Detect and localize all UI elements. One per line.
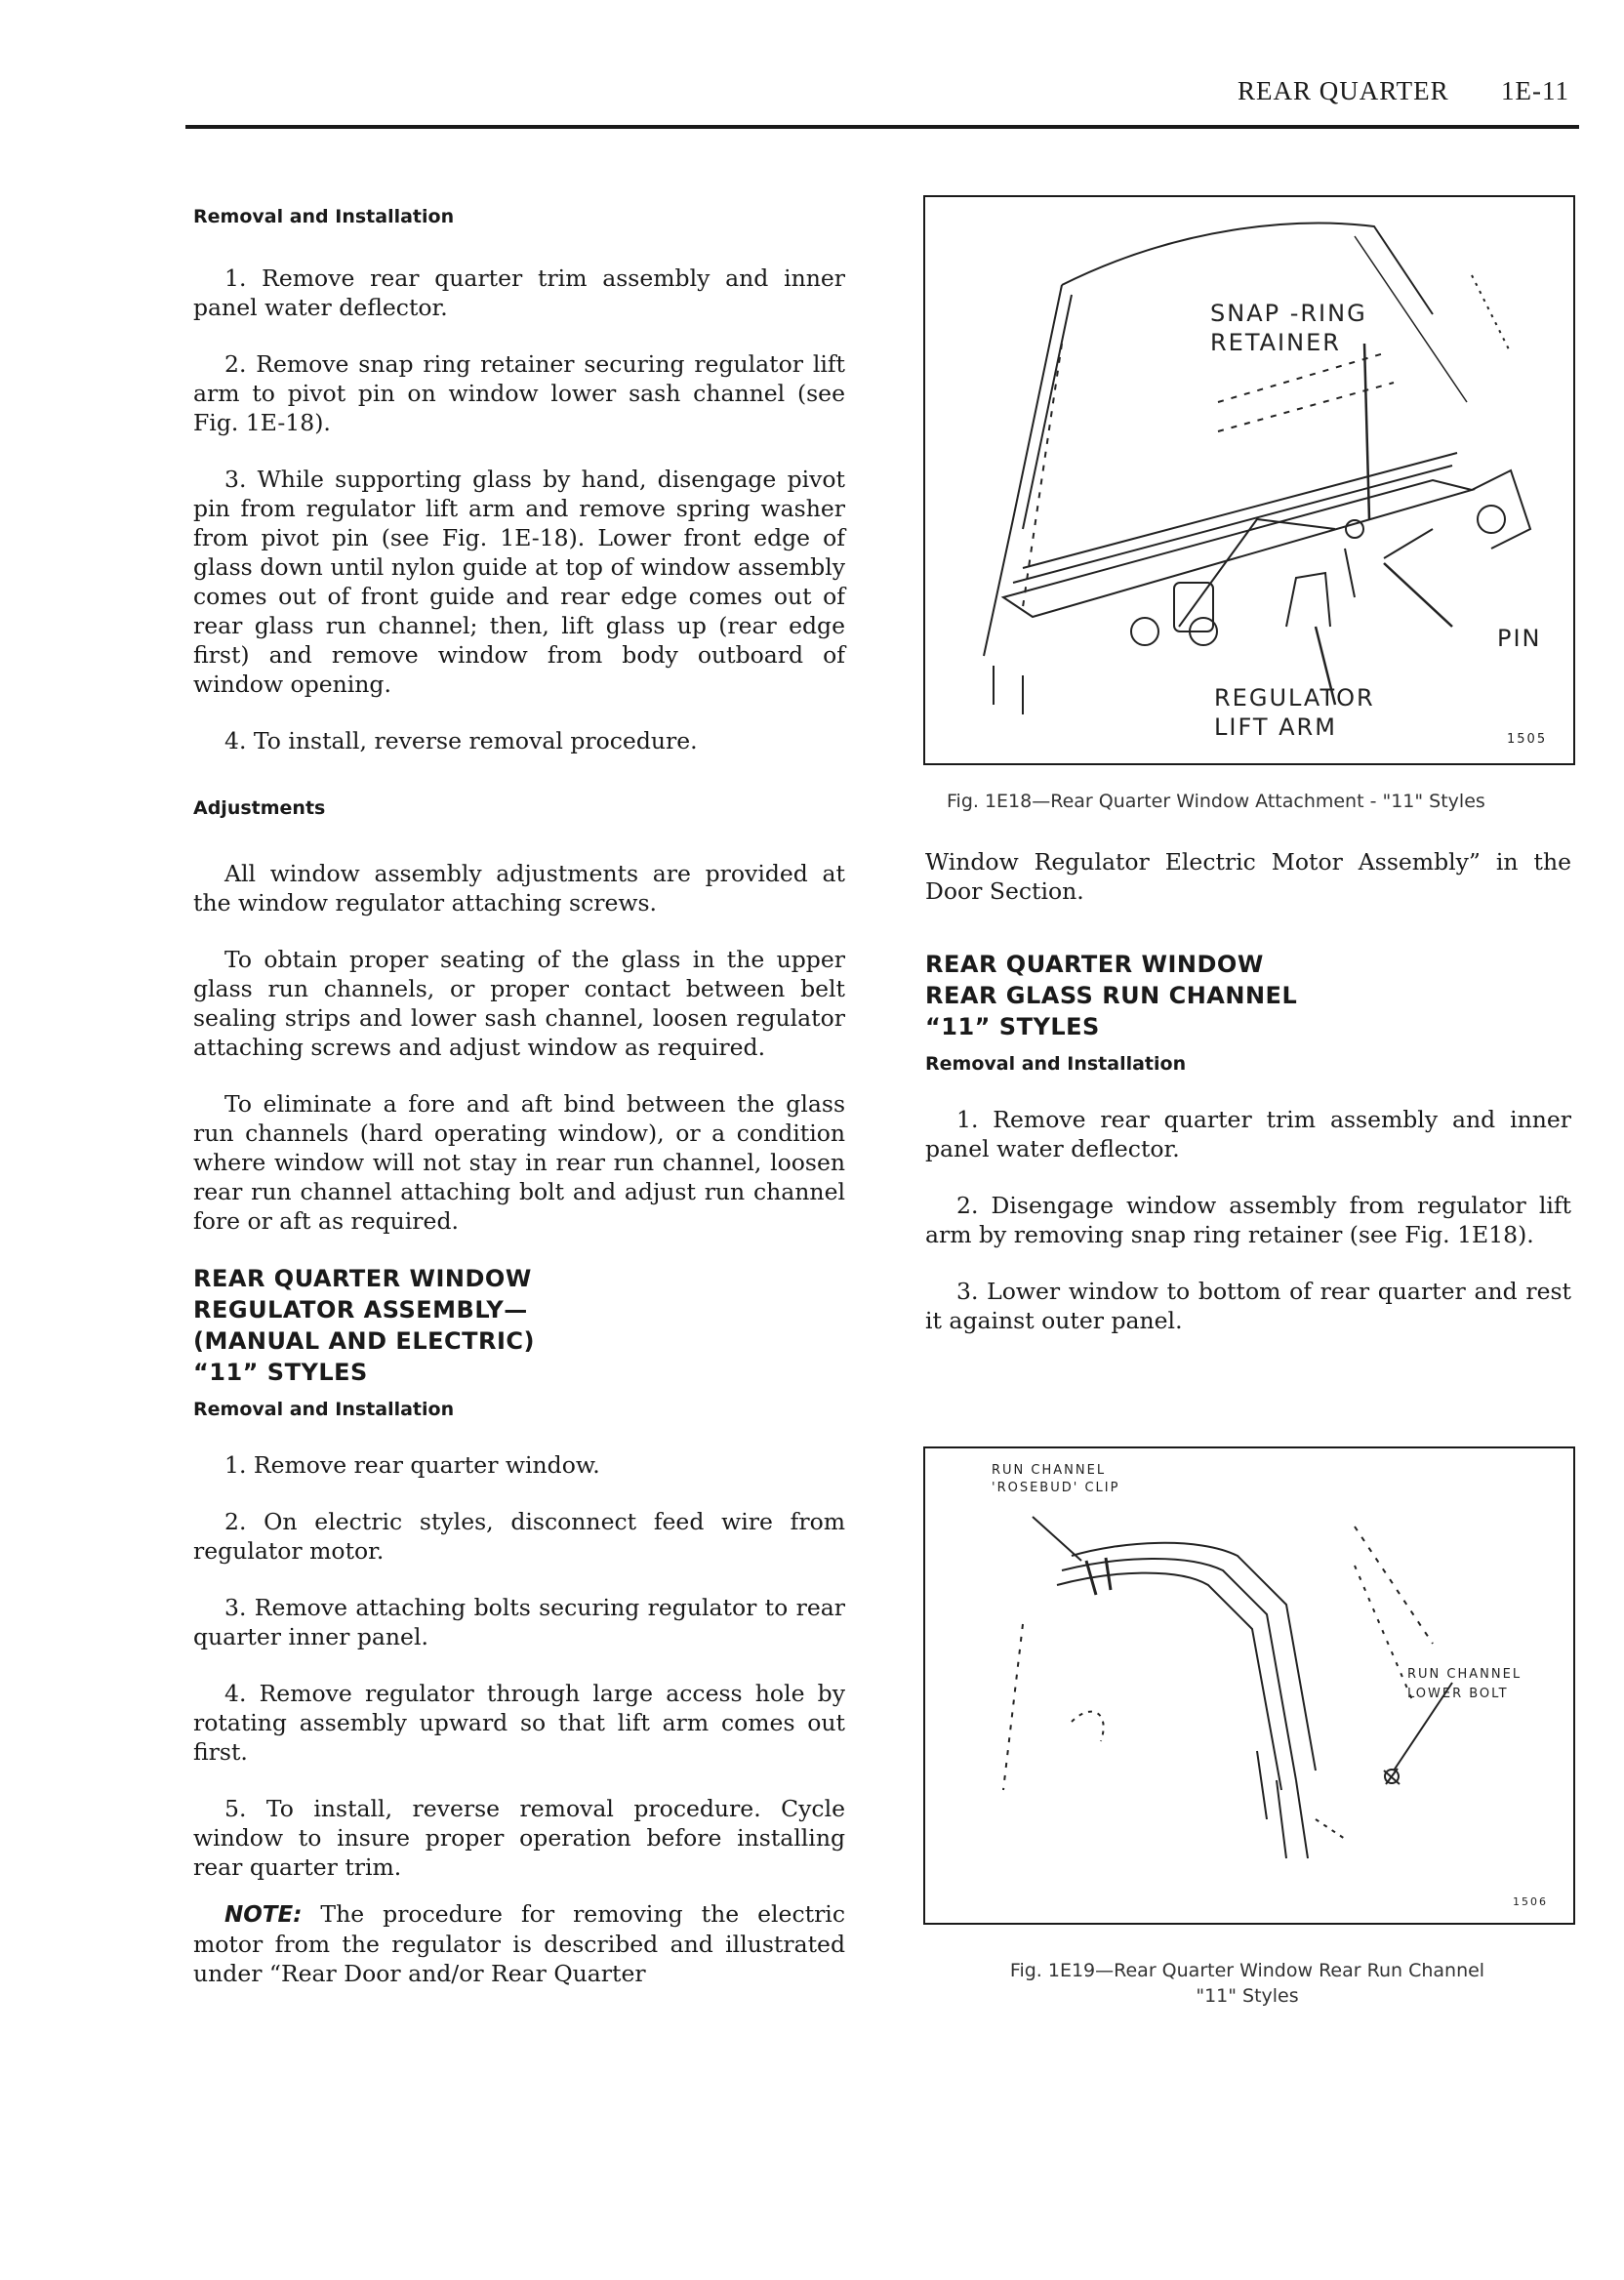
header-rule — [185, 125, 1579, 129]
lower-bolt-label: RUN CHANNEL LOWER BOLT — [1407, 1667, 1522, 1701]
step: 2. Remove snap ring retainer securing regulator lift arm to pivot pin on window lower sash channel (see Fig. 1E-18). — [193, 350, 845, 436]
paragraph: To eliminate a fore and aft bind between the glass run channels (hard operating window), or a condition where window will not stay in rear run channel, loosen rear run channel attaching bolt and adjust run channel fore or aft as required. — [193, 1090, 845, 1235]
snap-ring-label: SNAP -RING RETAINER — [1210, 300, 1367, 356]
running-header — [1210, 76, 1581, 115]
pin-label: PIN — [1497, 625, 1542, 652]
step: 3. While supporting glass by hand, disengage pivot pin from regulator lift arm and remove spring washer from pivot pin (see Fig. 1E-18). Lower front edge of glass down until nylon guide at top of window assembly comes out of front guide and rear edge comes out of rear glass run channel; then, lift glass up (rear edge first) and remove window from body outboard of window opening. — [193, 466, 845, 698]
section-heading: Removal and Installation — [925, 1053, 1187, 1075]
paragraph: All window assembly adjustments are provided at the window regulator attaching screws. — [193, 860, 845, 916]
step: 1. Remove rear quarter trim assembly and inner panel water deflector. — [193, 265, 845, 321]
step: 3. Remove attaching bolts securing regulator to rear quarter inner panel. — [193, 1594, 845, 1650]
step: 4. Remove regulator through large access hole by rotating assembly upward so that lift arm comes out first. — [193, 1680, 845, 1766]
step: 5. To install, reverse removal procedure. Cycle window to insure proper operation before installing rear quarter trim. — [193, 1795, 845, 1881]
rear-quarter-window-heading: REAR QUARTER WINDOW REAR GLASS RUN CHANNEL “11” STYLES — [925, 951, 1298, 1040]
regulator-heading: REAR QUARTER WINDOW REGULATOR ASSEMBLY— (MANUAL AND ELECTRIC) “11” STYLES — [193, 1265, 535, 1386]
window-attachment-illustration — [925, 197, 1573, 763]
step: 4. To install, reverse removal procedure. — [224, 727, 698, 754]
section-heading: Removal and Installation — [193, 1399, 455, 1420]
step: 1. Remove rear quarter window. — [224, 1451, 600, 1479]
figure-code: 1505 — [1507, 732, 1548, 747]
figure-1e19-caption: Fig. 1E19—Rear Quarter Window Rear Run Channel "11" Styles — [1009, 1960, 1485, 2007]
figure-1e19 — [923, 1446, 1575, 1925]
step: 3. Lower window to bottom of rear quarter and rest it against outer panel. — [925, 1278, 1571, 1334]
section-title: REAR QUARTER — [1238, 76, 1449, 105]
figure-1e18 — [923, 195, 1575, 765]
right-column — [925, 847, 1571, 1335]
page-number: 1E-11 — [1501, 76, 1569, 105]
rosebud-clip-label: RUN CHANNEL 'ROSEBUD' CLIP — [992, 1463, 1120, 1495]
figure-code: 1506 — [1513, 1895, 1548, 1908]
continued-text: Window Regulator Electric Motor Assembly” in the Door Section. — [925, 848, 1571, 905]
note-label: NOTE: — [224, 1902, 303, 1928]
left-column — [193, 205, 845, 1988]
figure-1e18-caption: Fig. 1E18—Rear Quarter Window Attachment - "11" Styles — [947, 791, 1485, 812]
step: 2. Disengage window assembly from regulator lift arm by removing snap ring retainer (see Fig. 1E18). — [925, 1192, 1571, 1248]
adjustments-heading: Adjustments — [193, 797, 326, 819]
note-text: The procedure for removing the electric motor from the regulator is described and illustrated under “Rear Door and/or Rear Quarter — [193, 1900, 845, 1987]
regulator-lift-arm-label: REGULATOR LIFT ARM — [1214, 684, 1375, 741]
paragraph: To obtain proper seating of the glass in the upper glass run channels, or proper contact between belt sealing strips and lower sash channel, loosen regulator attaching screws and adjust window as required. — [193, 946, 845, 1061]
step: 1. Remove rear quarter trim assembly and inner panel water deflector. — [925, 1106, 1571, 1162]
section-heading: Removal and Installation — [193, 206, 455, 227]
note — [193, 1899, 845, 1988]
step: 2. On electric styles, disconnect feed wire from regulator motor. — [193, 1508, 845, 1565]
